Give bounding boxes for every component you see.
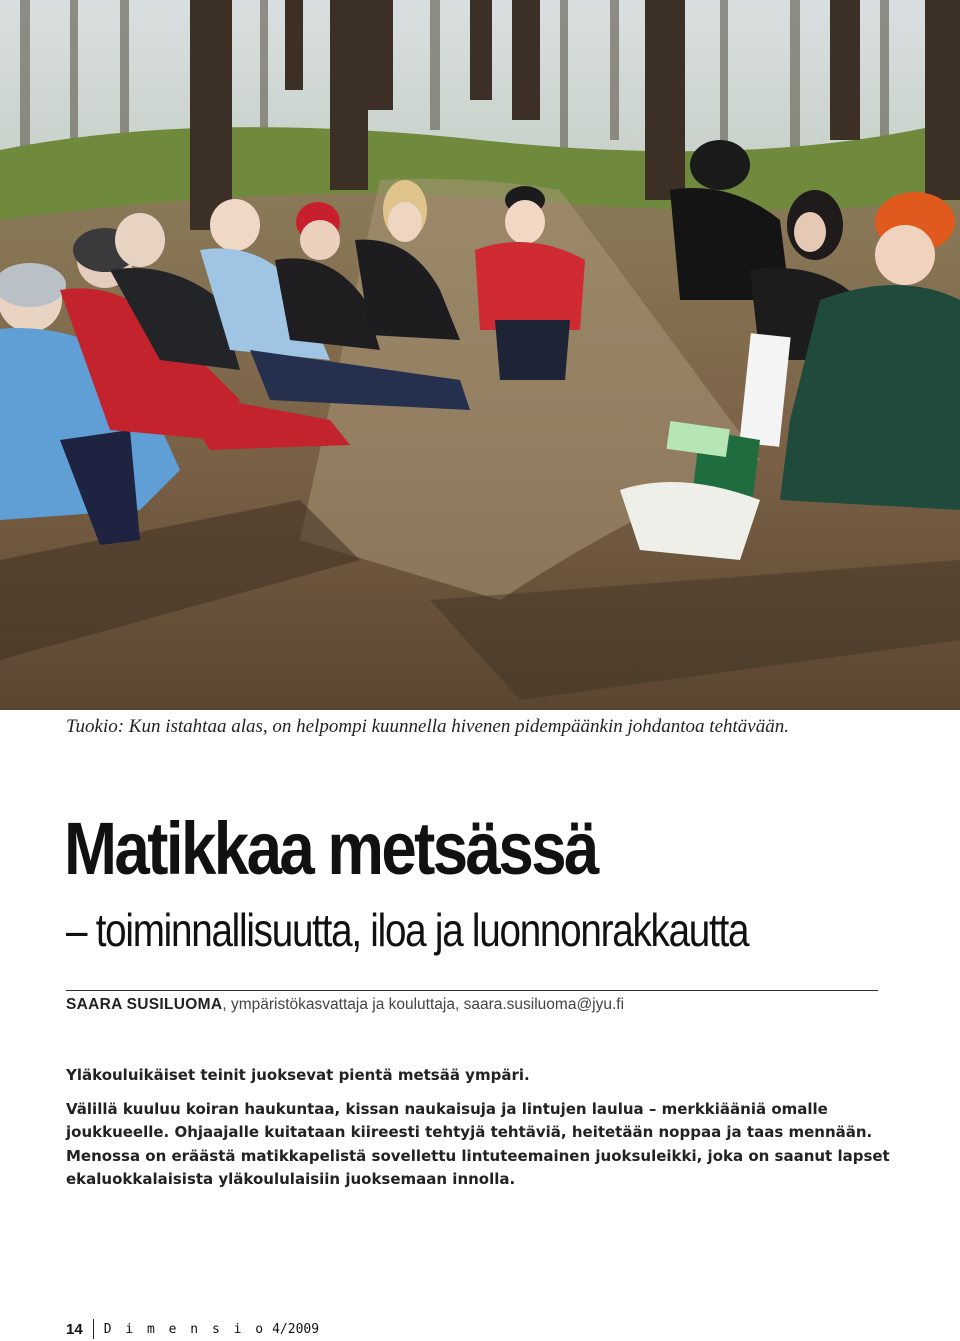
byline xyxy=(66,996,624,1014)
title-divider xyxy=(66,990,878,991)
issue-number: 4/2009 xyxy=(272,1321,320,1337)
page-number: 14 xyxy=(66,1320,83,1338)
article-subtitle: – toiminnallisuutta, iloa ja luonnonrakkautta xyxy=(66,904,749,956)
lead-text xyxy=(66,1064,896,1202)
magazine-name: D i m e n s i o xyxy=(103,1321,267,1337)
lead-paragraph: Välillä kuuluu koiran haukuntaa, kissan naukaisuja ja lintujen laulua – merkkiääniä omalle joukkueelle. Ohjaajalle kuitataan kiireesti tehtyjä tehtäviä, heitetään noppaa ja taas mennään. Menossa on eräästä matikkapelistä sovellettu lintuteemainen juoksuleikki, joka on saanut lapset ekaluokkalaisista yläkoululaisiin juoksemaan innolla. xyxy=(66,1099,890,1188)
author-role: , ympäristökasvattaja ja kouluttaja, saara.susiluoma@jyu.fi xyxy=(222,996,625,1013)
footer-divider xyxy=(93,1319,94,1339)
page-footer xyxy=(66,1318,319,1340)
photo-caption: Tuokio: Kun istahtaa alas, on helpompi kuunnella hivenen pidempäänkin johdantoa tehtävään. xyxy=(66,716,789,737)
article-title: Matikkaa metsässä xyxy=(64,807,597,890)
author-name: SAARA SUSILUOMA xyxy=(66,996,223,1013)
lead-paragraph: Yläkouluikäiset teinit juoksevat pientä metsää ympäri. xyxy=(66,1066,530,1084)
